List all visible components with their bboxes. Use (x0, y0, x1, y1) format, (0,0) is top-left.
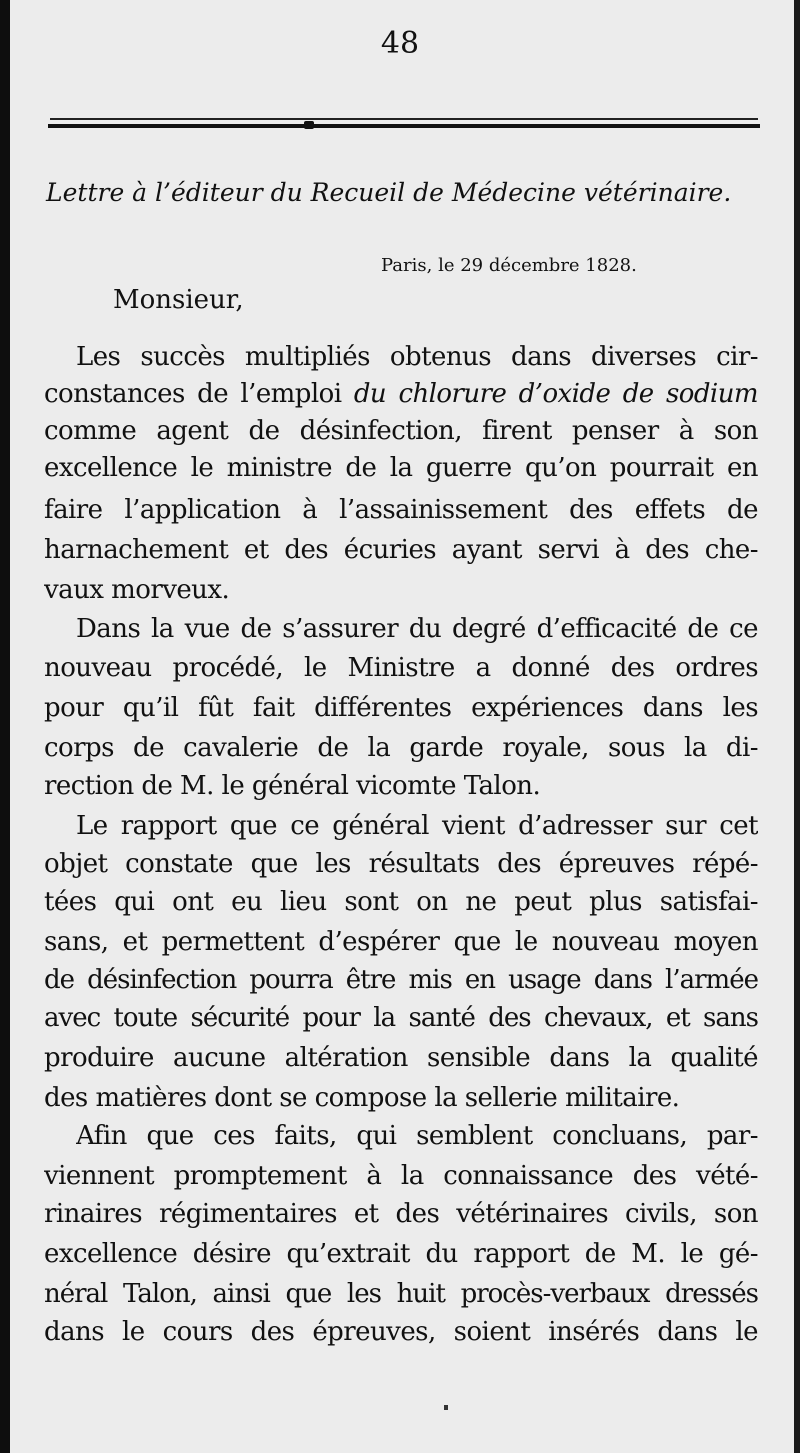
text-line: corps de cavalerie de la garde royale, sous la di- (44, 733, 758, 763)
text-line: Afin que ces faits, qui semblent concluans, par- (76, 1121, 758, 1151)
text-line: viennent promptement à la connaissance des vété- (44, 1161, 758, 1191)
text-line: harnachement et des écuries ayant servi à des che- (44, 535, 758, 565)
letter-title: Lettre à l’éditeur du Recueil de Médecine vétérinaire. (46, 178, 732, 207)
text-line: nouveau procédé, le Ministre a donné des ordres (44, 653, 758, 683)
page-number: 48 (380, 26, 420, 61)
header-rule-thick (48, 124, 760, 128)
print-speck (444, 1405, 448, 1410)
text-line: excellence le ministre de la guerre qu’on pourrait en (44, 453, 758, 483)
text-line: des matières dont se compose la sellerie militaire. (44, 1083, 680, 1113)
letter-dateline: Paris, le 29 décembre 1828. (381, 255, 637, 276)
letter-salutation: Monsieur, (113, 285, 244, 315)
text-line: Les succès multipliés obtenus dans diverses cir- (76, 342, 758, 372)
text-line: pour qu’il fût fait différentes expériences dans les (44, 693, 758, 723)
page-right-edge (794, 0, 800, 1453)
text-line: vaux morveux. (44, 575, 230, 605)
text-line: néral Talon, ainsi que les huit procès-verbaux dressés (44, 1279, 758, 1309)
header-rule-ornament (304, 121, 314, 129)
text-line: rection de M. le général vicomte Talon. (44, 771, 541, 801)
text-line: Dans la vue de s’assurer du degré d’efficacité de ce (76, 614, 758, 644)
text-line: objet constate que les résultats des épreuves répé- (44, 849, 758, 879)
text-line: Le rapport que ce général vient d’adresser sur cet (76, 811, 758, 841)
text-line: produire aucune altération sensible dans la qualité (44, 1043, 758, 1073)
text-line: comme agent de désinfection, firent penser à son (44, 416, 758, 446)
text-line: faire l’application à l’assainissement des effets de (44, 495, 758, 525)
text-line: tées qui ont eu lieu sont on ne peut plus satisfai- (44, 887, 758, 917)
text-line: de désinfection pourra être mis en usage dans l’armée (44, 965, 758, 995)
page-left-edge (0, 0, 10, 1453)
text-line: dans le cours des épreuves, soient insérés dans le (44, 1317, 758, 1347)
text-line: excellence désire qu’extrait du rapport de M. le gé- (44, 1239, 758, 1269)
chemical-name: du chlorure d’oxide de sodium (353, 379, 758, 409)
text-run: constances de l’emploi (44, 379, 354, 409)
text-line: sans, et permettent d’espérer que le nouveau moyen (44, 927, 758, 957)
text-line (44, 376, 758, 412)
text-line: avec toute sécurité pour la santé des chevaux, et sans (44, 1003, 758, 1033)
text-line: rinaires régimentaires et des vétérinaires civils, son (44, 1199, 758, 1229)
header-rule-thin (50, 118, 758, 120)
